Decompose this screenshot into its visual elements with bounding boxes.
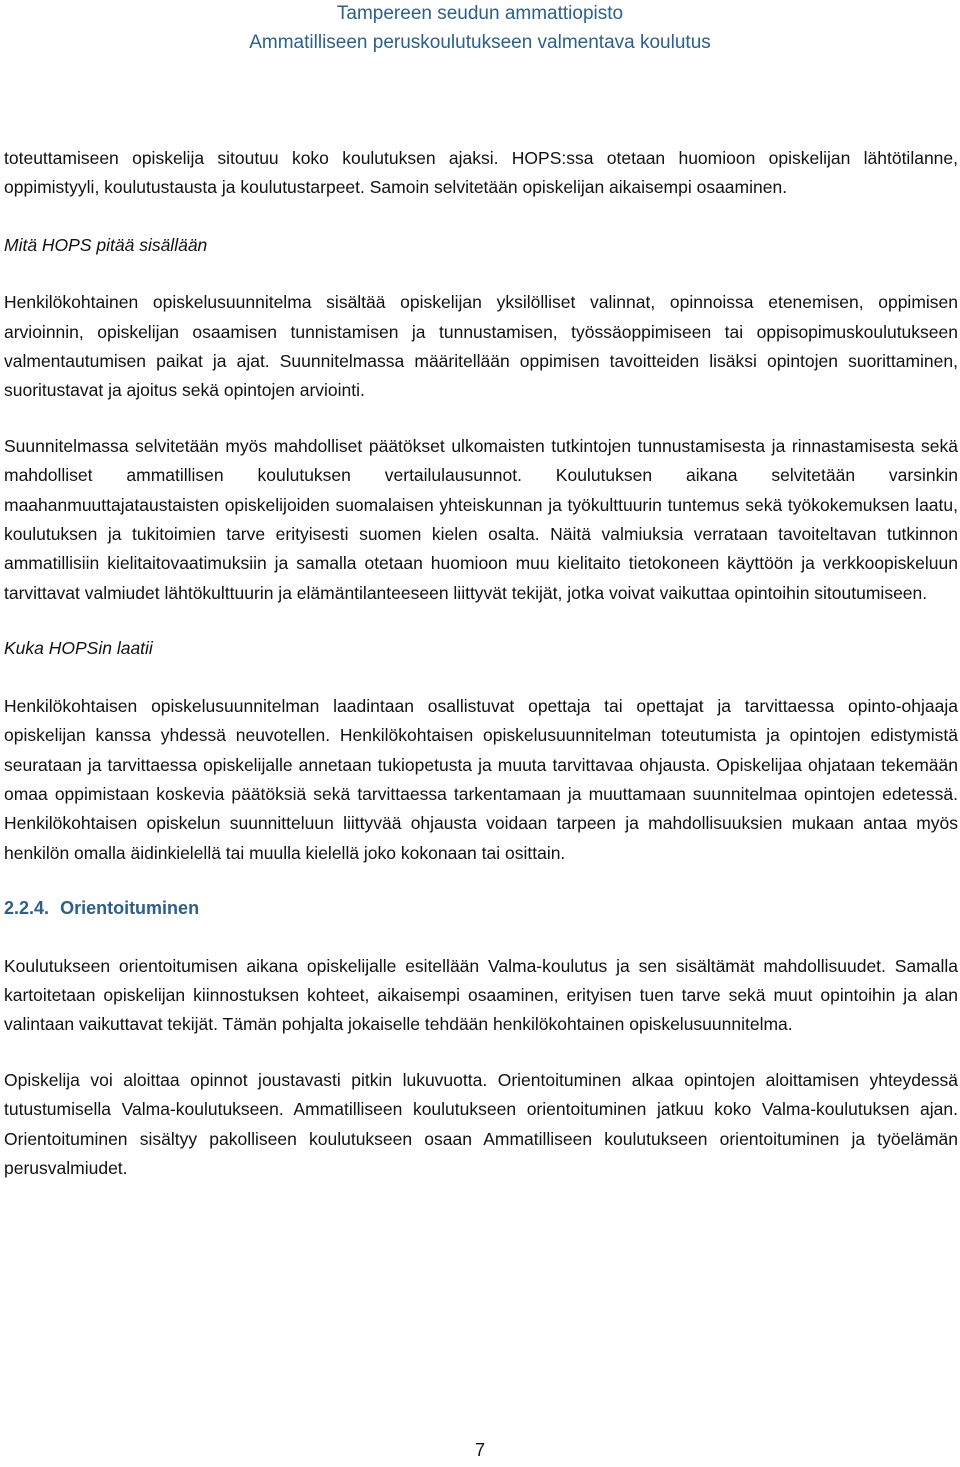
section-heading [4,894,958,923]
section-number: 2.2.4. [4,898,50,919]
paragraph-who-drafts: Henkilökohtaisen opiskelusuunnitelman laadintaan osallistuvat opettaja tai opettajat ja tarvittaessa opinto-ohjaaja opiskelijan kanssa yhdessä neuvotellen. Henkilökohtaisen opiskelusuunnitelman toteutumista ja opintojen edistymistä seurataan ja tarvittaessa opiskelijalle annetaan tukiopetusta ja muuta tarvittavaa ohjausta. Opiskelijaa ohjataan tekemään omaa oppimistaan koskevia päätöksiä sekä tarvittaessa tarkentamaan ja muuttamaan suunnitelmaa opintojen edetessä. Henkilökohtaisen opiskelun suunnitteluun liittyvää ohjausta voidaan tarpeen ja mahdollisuuksien mukaan antaa myös henkilön omalla äidinkielellä tai muulla kielellä joko kokonaan tai osittain. [4,695,958,863]
header-program: Ammatilliseen peruskoulutukseen valmentava koulutus [249,32,711,53]
subheading-who-drafts: Kuka HOPSin laatii [4,638,153,659]
document-body [4,144,958,1183]
paragraph-intro: toteuttamiseen opiskelija sitoutuu koko koulutuksen ajaksi. HOPS:ssa otetaan huomioon opiskelijan lähtötilanne, oppimistyyli, koulutustausta ja koulutustarpeet. Samoin selvitetään opiskelijan aikaisempi osaaminen. [4,148,958,198]
header-institution: Tampereen seudun ammattiopisto [336,3,624,24]
section-title: Orientoituminen [60,898,200,919]
paragraph-recognition: Suunnitelmassa selvitetään myös mahdolliset päätökset ulkomaisten tutkintojen tunnustamisesta ja rinnastamisesta sekä mahdolliset ammatillisen koulutuksen vertailulausunnot. Koulutuksen aikana selvitetään varsinkin maahanmuuttajataustaisten opiskelijoiden suomalaisen yhteiskunnan ja työkulttuurin tuntemus sekä työkokemuksen laatu, koulutuksen ja tukitoimien tarve erityisesti suomen kielen osalta. Näitä valmiuksia verrataan tavoiteltavan tutkinnon ammatillisiin kielitaitovaatimuksiin ja samalla otetaan huomioon muu kielitaito tietokoneen käyttöön ja verkkoopiskeluun tarvittavat valmiudet lähtökulttuurin ja elämäntilanteeseen liittyvät tekijät, jotka voivat vaikuttaa opintoihin sitoutumiseen. [4,435,958,603]
page-number: 7 [474,1440,485,1460]
paragraph-flexible-start: Opiskelija voi aloittaa opinnot joustavasti pitkin lukuvuotta. Orientoituminen alkaa opintojen aloittamisen yhteydessä tutustumisella Valma-koulutukseen. Ammatilliseen koulutukseen orientoituminen jatkuu koko Valma-koulutuksen ajan. Orientoituminen sisältyy pakolliseen koulutukseen osaan Ammatilliseen koulutukseen orientoituminen ja työelämän perusvalmiudet. [4,1069,958,1178]
paragraph-hops-content: Henkilökohtainen opiskelusuunnitelma sisältää opiskelijan yksilölliset valinnat, opinnoissa etenemisen, oppimisen arvioinnin, opiskelijan osaamisen tunnistamisen ja tunnustamisen, työssäoppimiseen tai oppisopimuskoulutukseen valmentautumisen paikat ja ajat. Suunnitelmassa määritellään oppimisen tavoitteiden lisäksi opintojen suorittaminen, suoritustavat ja ajoitus sekä opintojen arviointi. [4,292,958,401]
subheading-hops-content: Mitä HOPS pitää sisällään [4,234,208,255]
paragraph-orientation: Koulutukseen orientoitumisen aikana opiskelijalle esitellään Valma-koulutus ja sen sisältämät mahdollisuudet. Samalla kartoitetaan opiskelijan kiinnostuksen kohteet, aikaisempi osaaminen, erityisen tuen tarve sekä muut opintoihin ja alan valintaan vaikuttavat tekijät. Tämän pohjalta jokaiselle tehdään henkilökohtainen opiskelusuunnitelma. [4,955,958,1035]
